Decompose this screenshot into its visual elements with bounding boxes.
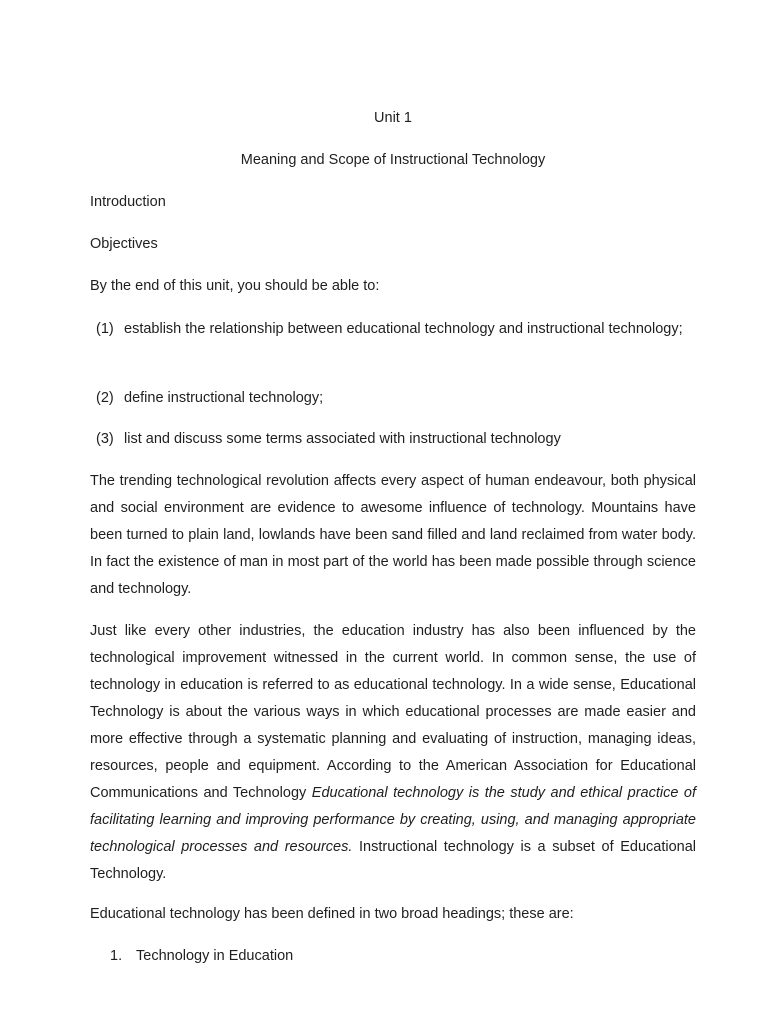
paragraph-educational-technology [90,618,696,888]
paragraph-broad-headings: Educational technology has been defined in two broad headings; these are: [90,906,574,922]
objectives-heading: Objectives [90,236,158,252]
objective-item-3 [90,426,696,453]
objective-number: (2) [96,390,114,406]
unit-title: Unit 1 [374,110,412,126]
paragraph-technology-revolution: The trending technological revolution affects every aspect of human endeavour, both physical and social environment are evidence to awesome influence of technology. Mountains have been turned to plain land, lowlands have been sand filled and land reclaimed from water body. In fact the existence of man in most part of the world has been made possible through science and technology. [90,473,696,597]
objective-text: define instructional technology; [124,390,324,406]
objective-text: establish the relationship between educational technology and instructional technology; [124,321,683,337]
objective-item-1 [90,316,696,343]
list-item-text: Technology in Education [136,948,294,964]
chapter-title: Meaning and Scope of Instructional Technology [240,152,546,168]
headings-list-item-1 [110,947,696,965]
objective-number: (1) [96,321,114,337]
objectives-intro: By the end of this unit, you should be able to: [90,278,380,294]
list-number: 1. [110,948,123,964]
paragraph-text: Just like every other industries, the education industry has also been influenced by the technological improvement witnessed in the current world. In common sense, the use of technology in education is referred to as educational technology. In a wide sense, Educational Technology is about the various ways in which educational processes are made easier and more effective through a systematic planning and evaluating of instruction, managing ideas, resources, people and equipment. According to the American Association for Educational Communications and Technology [90,623,696,801]
objective-item-2 [90,385,696,412]
objective-text: list and discuss some terms associated with instructional technology [124,431,561,447]
paragraph-text: Instructional technology is a subset of Educational Technology. [90,839,696,882]
aect-definition-quote: Educational technology is the study and ethical practice of facilitating learning and improving performance by creating, using, and managing appropriate technological processes and resources. [90,785,697,855]
introduction-heading: Introduction [90,194,166,210]
objective-number: (3) [96,431,114,447]
